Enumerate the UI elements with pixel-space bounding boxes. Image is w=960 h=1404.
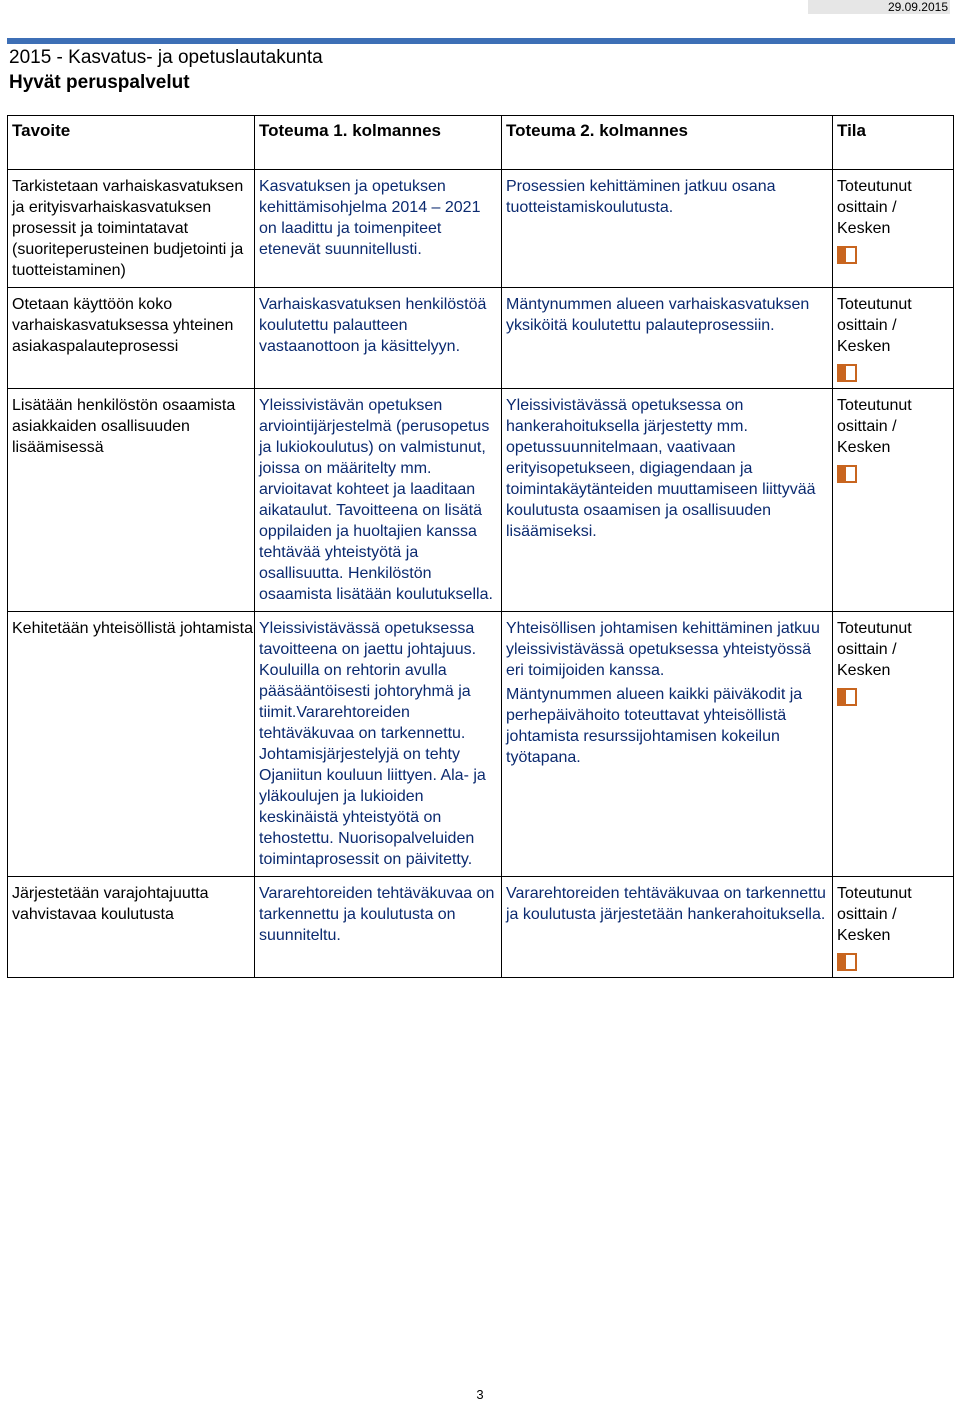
table-header-row: [8, 116, 954, 170]
table-row: [8, 612, 954, 877]
column-header-tila: Tila: [833, 116, 954, 170]
header-divider: [7, 38, 955, 44]
status-text: Toteutunut osittain / Kesken: [837, 885, 912, 944]
goal-cell: Kehitetään yhteisöllistä johtamista: [8, 612, 255, 877]
partial-status-icon: [837, 364, 857, 382]
cell-paragraph: Kasvatuksen ja opetuksen kehittämisohjelma 2014 – 2021 on laadittu ja toimenpiteet etenevät suunnitellusti.: [259, 178, 481, 258]
goals-table: [7, 115, 954, 978]
cell-paragraph: Yhteisöllisen johtamisen kehittäminen jatkuu yleissivistävässä opetuksessa yhteistyössä eri toimijoiden kanssa.: [506, 620, 820, 679]
page-subtitle: Hyvät peruspalvelut: [9, 72, 190, 93]
goal-cell: Tarkistetaan varhaiskasvatuksen ja erityisvarhaiskasvatuksen prosessit ja toimintatavat (suoriteperusteinen budjetointi ja tuotteistaminen): [8, 170, 255, 288]
cell-paragraph: Yleissivistävässä opetuksessa tavoitteena on jaettu johtajuus. Kouluilla on rehtorin avulla pääsääntöisesti johtoryhmä ja tiimit.Vararehtoreiden tehtäväkuvaa on tarkennettu. Johtamisjärjestelyjä on tehty Ojaniitun kouluun liittyen. Ala- ja yläkoulujen ja lukioiden keskinäistä yhteistyötä on tehostettu. Nuorisopalveluiden toimintaprosessit on päivitetty.: [259, 620, 486, 868]
partial-status-icon: [837, 246, 857, 264]
toteuma-2-cell: [502, 170, 833, 288]
table-row: [8, 170, 954, 288]
toteuma-2-cell: [502, 612, 833, 877]
cell-paragraph: Mäntynummen alueen varhaiskasvatuksen yksiköitä koulutettu palauteprosessiin.: [506, 296, 810, 334]
table-row: [8, 877, 954, 978]
status-cell: [833, 170, 954, 288]
toteuma-2-cell: [502, 389, 833, 612]
partial-status-icon: [837, 688, 857, 706]
goal-cell: Lisätään henkilöstön osaamista asiakkaiden osallisuuden lisäämisessä: [8, 389, 255, 612]
table-row: [8, 389, 954, 612]
partial-status-icon: [837, 465, 857, 483]
status-cell: [833, 288, 954, 389]
cell-paragraph: Vararehtoreiden tehtäväkuvaa on tarkennettu ja koulutusta järjestetään hankerahoituksella.: [506, 885, 826, 923]
status-text: Toteutunut osittain / Kesken: [837, 296, 912, 355]
cell-paragraph: Varhaiskasvatuksen henkilöstöä koulutettu palautteen vastaanottoon ja käsittelyyn.: [259, 296, 487, 355]
cell-paragraph: Prosessien kehittäminen jatkuu osana tuotteistamiskoulutusta.: [506, 178, 776, 216]
column-header-toteuma-1: Toteuma 1. kolmannes: [255, 116, 502, 170]
toteuma-1-cell: [255, 612, 502, 877]
column-header-toteuma-2: Toteuma 2. kolmannes: [502, 116, 833, 170]
toteuma-1-cell: [255, 389, 502, 612]
toteuma-2-cell: [502, 877, 833, 978]
cell-paragraph: Vararehtoreiden tehtäväkuvaa on tarkennettu ja koulutusta on suunniteltu.: [259, 885, 495, 944]
toteuma-2-cell: [502, 288, 833, 389]
cell-paragraph: Yleissivistävässä opetuksessa on hankerahoituksella järjestetty mm. opetussuunnitelmaan, vaativaan erityisopetukseen, digiagendaan ja toimintakäytänteiden muuttamiseen liittyvää koulutusta osaamisen ja osallisuuden lisäämiseksi.: [506, 397, 816, 540]
cell-paragraph: Mäntynummen alueen kaikki päiväkodit ja perhepäivähoito toteuttavat yhteisöllistä johtamista resurssijohtamisen kokeilun työtapana.: [506, 686, 803, 766]
status-text: Toteutunut osittain / Kesken: [837, 620, 912, 679]
cell-paragraph: Yleissivistävän opetuksen arviointijärjestelmä (perusopetus ja lukiokoulutus) on valmistunut, joissa on määritelty mm. arvioitavat kohteet ja laaditaan aikataulut. Tavoitteena on lisätä oppilaiden ja huoltajien kanssa tehtävää yhteistyötä ja osallisuutta. Henkilöstön osaamista lisätään koulutuksella.: [259, 397, 493, 603]
page-title: 2015 - Kasvatus- ja opetuslautakunta: [9, 47, 323, 68]
page-number: 3: [476, 1387, 484, 1402]
partial-status-icon: [837, 953, 857, 971]
table-row: [8, 288, 954, 389]
status-cell: [833, 877, 954, 978]
status-text: Toteutunut osittain / Kesken: [837, 178, 912, 237]
column-header-tavoite: Tavoite: [8, 116, 255, 170]
toteuma-1-cell: [255, 170, 502, 288]
toteuma-1-cell: [255, 288, 502, 389]
status-cell: [833, 612, 954, 877]
report-date: 29.09.2015: [808, 0, 950, 14]
status-text: Toteutunut osittain / Kesken: [837, 397, 912, 456]
goal-cell: Otetaan käyttöön koko varhaiskasvatuksessa yhteinen asiakaspalauteprosessi: [8, 288, 255, 389]
goal-cell: Järjestetään varajohtajuutta vahvistavaa koulutusta: [8, 877, 255, 978]
toteuma-1-cell: [255, 877, 502, 978]
status-cell: [833, 389, 954, 612]
